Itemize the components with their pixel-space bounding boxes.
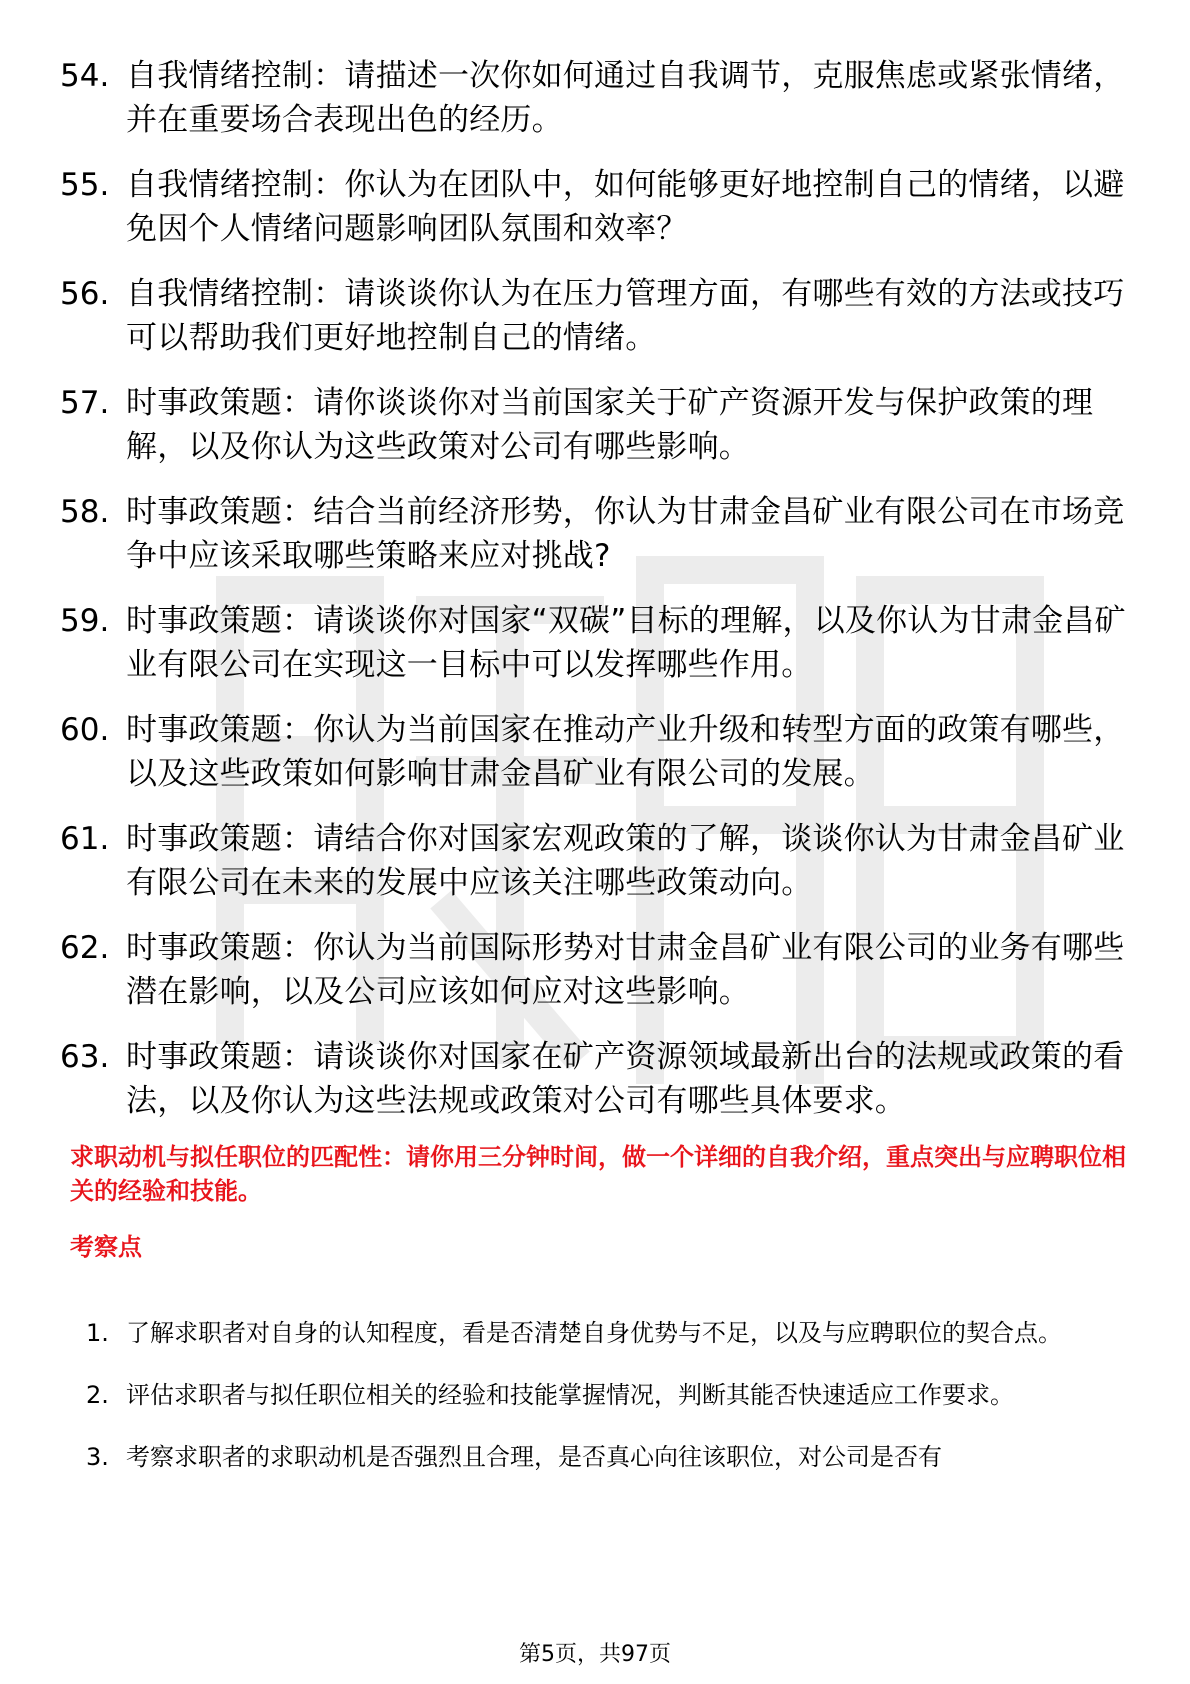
assessment-point	[86, 1367, 1130, 1423]
question-list	[60, 54, 1130, 1144]
question-text: 时事政策题：你认为当前国家在推动产业升级和转型方面的政策有哪些，以及这些政策如何影响甘肃金昌矿业有限公司的发展。	[126, 712, 1125, 792]
question-item	[60, 381, 1130, 469]
question-number: 58.	[60, 494, 110, 530]
assessment-point	[86, 1305, 1130, 1361]
assessment-point	[86, 1429, 1130, 1485]
question-number: 61.	[60, 821, 110, 857]
question-text: 自我情绪控制：你认为在团队中，如何能够更好地控制自己的情绪，以避免因个人情绪问题影响团队氛围和效率？	[126, 167, 1125, 247]
question-item	[60, 272, 1130, 360]
question-item	[60, 817, 1130, 905]
point-number: 3.	[86, 1443, 109, 1471]
question-number: 60.	[60, 712, 110, 748]
highlight-question: 求职动机与拟任职位的匹配性：请你用三分钟时间，做一个详细的自我介绍，重点突出与应聘职位相关的经验和技能。	[70, 1143, 1126, 1205]
question-item	[60, 54, 1130, 142]
point-text: 考察求职者的求职动机是否强烈且合理，是否真心向往该职位，对公司是否有	[126, 1443, 942, 1471]
question-text: 时事政策题：请谈谈你对国家“双碳”目标的理解，以及你认为甘肃金昌矿业有限公司在实现这一目标中可以发挥哪些作用。	[126, 603, 1126, 683]
question-number: 57.	[60, 385, 110, 421]
page-footer: 第5页，共97页	[519, 1642, 671, 1667]
question-text: 时事政策题：请谈谈你对国家在矿产资源领域最新出台的法规或政策的看法，以及你认为这些法规或政策对公司有哪些具体要求。	[126, 1039, 1125, 1119]
question-number: 63.	[60, 1039, 110, 1075]
question-text: 时事政策题：你认为当前国际形势对甘肃金昌矿业有限公司的业务有哪些潜在影响，以及公司应该如何应对这些影响。	[126, 930, 1125, 1010]
point-number: 1.	[86, 1319, 109, 1347]
question-item	[60, 163, 1130, 251]
question-item	[60, 708, 1130, 796]
question-item	[60, 490, 1130, 578]
assessment-point-list	[86, 1305, 1130, 1491]
question-text: 时事政策题：请结合你对国家宏观政策的了解，谈谈你认为甘肃金昌矿业有限公司在未来的发展中应该关注哪些政策动向。	[126, 821, 1125, 901]
question-item	[60, 599, 1130, 687]
question-text: 时事政策题：请你谈谈你对当前国家关于矿产资源开发与保护政策的理解，以及你认为这些政策对公司有哪些影响。	[126, 385, 1094, 465]
question-text: 时事政策题：结合当前经济形势，你认为甘肃金昌矿业有限公司在市场竞争中应该采取哪些策略来应对挑战?	[126, 494, 1125, 574]
question-item	[60, 926, 1130, 1014]
question-number: 54.	[60, 58, 110, 94]
point-text: 评估求职者与拟任职位相关的经验和技能掌握情况，判断其能否快速适应工作要求。	[126, 1381, 1014, 1409]
question-number: 56.	[60, 276, 110, 312]
section-title: 考察点	[70, 1233, 142, 1261]
question-number: 59.	[60, 603, 110, 639]
point-text: 了解求职者对自身的认知程度，看是否清楚自身优势与不足，以及与应聘职位的契合点。	[126, 1319, 1062, 1347]
question-text: 自我情绪控制：请谈谈你认为在压力管理方面，有哪些有效的方法或技巧可以帮助我们更好地控制自己的情绪。	[126, 276, 1125, 356]
point-number: 2.	[86, 1381, 109, 1409]
question-number: 62.	[60, 930, 110, 966]
question-number: 55.	[60, 167, 110, 203]
question-text: 自我情绪控制：请描述一次你如何通过自我调节，克服焦虑或紧张情绪，并在重要场合表现出色的经历。	[126, 58, 1125, 138]
question-item	[60, 1035, 1130, 1123]
